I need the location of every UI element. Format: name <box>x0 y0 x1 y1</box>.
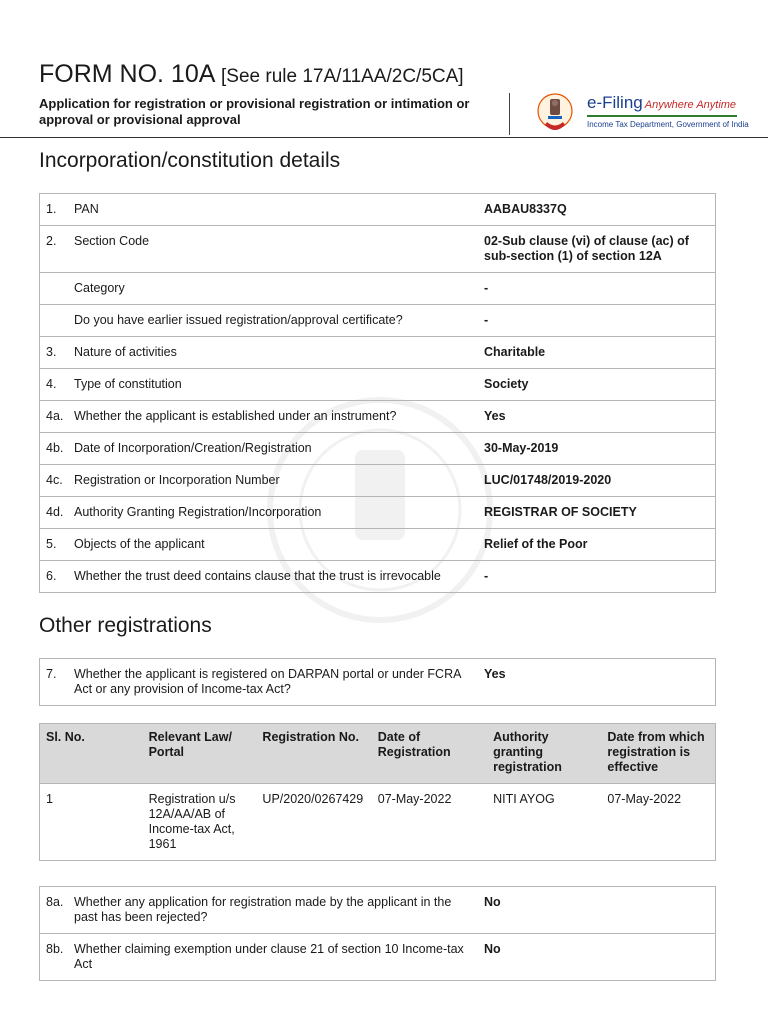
column-header: Authority granting registration <box>487 724 601 784</box>
logo-underline <box>587 115 737 117</box>
row-question: Nature of activities <box>68 337 478 369</box>
table-cell: UP/2020/0267429 <box>256 784 371 861</box>
row-answer: 02-Sub clause (vi) of clause (ac) of sub-section (1) of section 12A <box>478 226 716 273</box>
income-tax-emblem-icon <box>531 91 579 140</box>
row-number: 4c. <box>40 465 69 497</box>
row-number: 8b. <box>40 934 69 981</box>
logo-divider <box>509 93 510 135</box>
form-title <box>39 60 464 89</box>
table-cell: 1 <box>40 784 143 861</box>
table-row <box>40 497 716 529</box>
efiling-brand <box>587 93 736 113</box>
row-question: Objects of the applicant <box>68 529 478 561</box>
table-cell: Registration u/s 12A/AA/AB of Income-tax Act, 1961 <box>143 784 257 861</box>
row-question: Whether the applicant is established under an instrument? <box>68 401 478 433</box>
rejection-exemption-table <box>39 886 716 981</box>
row-answer: LUC/01748/2019-2020 <box>478 465 716 497</box>
section-title-incorporation: Incorporation/constitution details <box>39 149 341 172</box>
table-row <box>40 337 716 369</box>
table-row <box>40 561 716 593</box>
table-cell: NITI AYOG <box>487 784 601 861</box>
table-cell: 07-May-2022 <box>372 784 487 861</box>
row-number: 7. <box>40 659 69 706</box>
table-row <box>40 659 716 706</box>
row-number: 4d. <box>40 497 69 529</box>
efiling-logo <box>509 91 749 137</box>
row-question: Category <box>68 273 478 305</box>
row-number: 1. <box>40 194 69 226</box>
darpan-question-table <box>39 658 716 706</box>
form-subtitle: Application for registration or provisional registration or intimation or approval or provisional approval <box>39 96 470 127</box>
row-number: 4b. <box>40 433 69 465</box>
table-row <box>40 784 716 861</box>
row-answer: 30-May-2019 <box>478 433 716 465</box>
table-row <box>40 369 716 401</box>
row-answer: REGISTRAR OF SOCIETY <box>478 497 716 529</box>
table-row <box>40 194 716 226</box>
row-question: Whether claiming exemption under clause 21 of section 10 Income-tax Act <box>68 934 478 981</box>
row-answer: AABAU8337Q <box>478 194 716 226</box>
row-answer: Charitable <box>478 337 716 369</box>
row-number: 4. <box>40 369 69 401</box>
row-question: Whether the trust deed contains clause that the trust is irrevocable <box>68 561 478 593</box>
row-question: Registration or Incorporation Number <box>68 465 478 497</box>
table-header-row <box>40 724 716 784</box>
row-question: Whether any application for registration made by the applicant in the past has been rejected? <box>68 887 478 934</box>
table-row <box>40 529 716 561</box>
department-name: Income Tax Department, Government of India <box>587 120 749 129</box>
incorporation-table <box>39 193 716 593</box>
row-answer: Society <box>478 369 716 401</box>
row-number: 8a. <box>40 887 69 934</box>
table-row <box>40 433 716 465</box>
row-number: 6. <box>40 561 69 593</box>
table-row <box>40 934 716 981</box>
table-row <box>40 305 716 337</box>
row-answer: - <box>478 305 716 337</box>
column-header: Date from which registration is effective <box>601 724 715 784</box>
table-row <box>40 887 716 934</box>
row-answer: No <box>478 934 716 981</box>
table-row <box>40 273 716 305</box>
row-answer: Relief of the Poor <box>478 529 716 561</box>
row-question: Do you have earlier issued registration/approval certificate? <box>68 305 478 337</box>
row-question: PAN <box>68 194 478 226</box>
row-answer: - <box>478 561 716 593</box>
efiling-tagline: Anywhere Anytime <box>644 99 737 111</box>
form-number: FORM NO. 10A <box>39 60 215 88</box>
row-question: Section Code <box>68 226 478 273</box>
row-question: Type of constitution <box>68 369 478 401</box>
column-header: Sl. No. <box>40 724 143 784</box>
row-number: 5. <box>40 529 69 561</box>
table-cell: 07-May-2022 <box>601 784 715 861</box>
row-question: Date of Incorporation/Creation/Registration <box>68 433 478 465</box>
column-header: Date of Registration <box>372 724 487 784</box>
row-answer: No <box>478 887 716 934</box>
section-title-other-registrations: Other registrations <box>39 614 212 637</box>
table-row <box>40 226 716 273</box>
row-number: 3. <box>40 337 69 369</box>
row-number <box>40 305 69 337</box>
table-row <box>40 465 716 497</box>
form-rule: [See rule 17A/11AA/2C/5CA] <box>221 66 464 87</box>
column-header: Registration No. <box>256 724 371 784</box>
row-answer: Yes <box>478 659 716 706</box>
column-header: Relevant Law/ Portal <box>143 724 257 784</box>
efiling-brand-text: e-Filing <box>587 93 643 112</box>
row-question: Whether the applicant is registered on DARPAN portal or under FCRA Act or any provision of Income-tax Act? <box>68 659 478 706</box>
table-row <box>40 401 716 433</box>
row-number <box>40 273 69 305</box>
registrations-table <box>39 723 716 861</box>
row-number: 4a. <box>40 401 69 433</box>
row-answer: Yes <box>478 401 716 433</box>
row-number: 2. <box>40 226 69 273</box>
page-header <box>0 0 768 138</box>
row-question: Authority Granting Registration/Incorporation <box>68 497 478 529</box>
row-answer: - <box>478 273 716 305</box>
